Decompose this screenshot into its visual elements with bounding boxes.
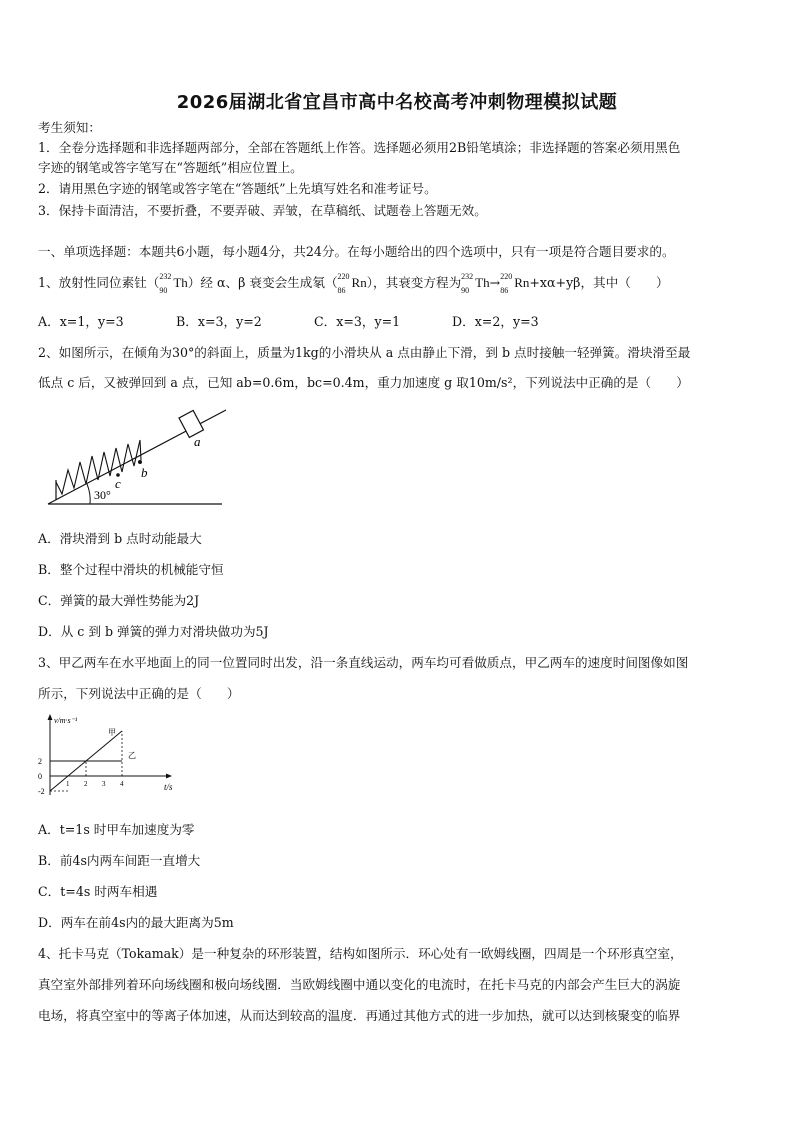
thorium-nuclide bbox=[159, 272, 188, 295]
question-4-stem: 真空室外部排列着环向场线圈和极向场线圈．当欧姆线圈中通以变化的电流时，在托卡马克的内部会产生巨大的涡旋 bbox=[38, 977, 681, 992]
rn-atomic-number: 86 bbox=[337, 286, 346, 295]
q1-text-tail: +xα+yβ，其中（ ） bbox=[529, 275, 669, 290]
point-a-label: a bbox=[194, 434, 201, 449]
rn-atomic-number: 86 bbox=[500, 286, 509, 295]
x-axis-arrow bbox=[166, 774, 172, 779]
spring bbox=[56, 440, 141, 494]
point-c-label: c bbox=[115, 476, 121, 491]
question-1-stem bbox=[38, 272, 669, 295]
rn-mass-number: 220 bbox=[500, 272, 513, 281]
thorium-nuclide-eq bbox=[461, 272, 490, 295]
q2-option-a: A．滑块滑到 b 点时动能最大 bbox=[38, 531, 202, 546]
option-d: D．x=2，y=3 bbox=[452, 314, 539, 329]
question-3-stem: 所示，下列说法中正确的是（ ） bbox=[38, 686, 240, 701]
y-tick-label: 0 bbox=[38, 772, 42, 781]
q3-option-c: C．t=4s 时两车相遇 bbox=[38, 884, 158, 899]
decay-arrow: → bbox=[489, 275, 501, 290]
rn-symbol: Rn bbox=[514, 275, 530, 290]
radon-nuclide bbox=[337, 272, 367, 295]
notice-item: 2．请用黑色字迹的钢笔或答字笔在“答题纸”上先填写姓名和准考证号。 bbox=[38, 181, 437, 196]
velocity-time-chart bbox=[34, 712, 174, 806]
option-b: B．x=3，y=2 bbox=[176, 314, 262, 329]
th-atomic-number: 90 bbox=[461, 286, 470, 295]
y-axis-label: v/m·s⁻¹ bbox=[54, 716, 78, 725]
incline-figure bbox=[44, 400, 234, 512]
question-4-stem: 电场，将真空室中的等离子体加速，从而达到较高的温度．再通过其他方式的进一步加热，就可以达到核聚变的临界 bbox=[38, 1008, 681, 1023]
q3-option-a: A．t=1s 时甲车加速度为零 bbox=[38, 822, 195, 837]
point-b-dot bbox=[138, 460, 142, 464]
x-tick-label: 2 bbox=[84, 780, 88, 788]
x-tick-label: 1 bbox=[66, 780, 70, 788]
y-tick-label: -2 bbox=[38, 787, 45, 796]
page-title: 2026届湖北省宜昌市高中名校高考冲刺物理模拟试题 bbox=[176, 92, 618, 113]
option-a: A．x=1，y=3 bbox=[38, 314, 124, 329]
th-atomic-number: 90 bbox=[159, 286, 168, 295]
point-b-label: b bbox=[141, 465, 148, 480]
question-4-stem: 4、托卡马克（Tokamak）是一种复杂的环形装置，结构如图所示．环心处有一欧姆线圈，四周是一个环形真空室， bbox=[38, 946, 683, 961]
question-3-stem: 3、甲乙两车在水平地面上的同一位置同时出发，沿一条直线运动，两车均可看做质点，甲乙两车的速度时间图像如图 bbox=[38, 655, 689, 670]
q1-text-pre: 1、放射性同位素钍（ bbox=[38, 275, 160, 290]
series-label: 乙 bbox=[128, 751, 136, 760]
y-axis-arrow bbox=[48, 714, 53, 720]
option-c: C．x=3，y=1 bbox=[314, 314, 401, 329]
x-tick-label: 4 bbox=[120, 780, 124, 788]
th-symbol: Th bbox=[173, 275, 188, 290]
notice-item: 3．保持卡面清洁，不要折叠，不要弄破、弄皱，在草稿纸、试题卷上答题无效。 bbox=[38, 203, 487, 218]
q1-text-mid2: ），其衰变方程为 bbox=[366, 275, 462, 290]
x-tick-label: 3 bbox=[102, 780, 106, 788]
q2-option-d: D．从 c 到 b 弹簧的弹力对滑块做功为5J bbox=[38, 624, 269, 639]
question-2-stem: 低点 c 后，又被弹回到 a 点，已知 ab=0.6m，bc=0.4m，重力加速度 g 取10m/s²，下列说法中正确的是（ ） bbox=[38, 375, 689, 390]
x-axis-label: t/s bbox=[164, 782, 173, 792]
y-tick-label: 2 bbox=[38, 757, 42, 766]
notice-heading: 考生须知： bbox=[38, 120, 101, 135]
q1-text-mid1: ）经 α、β 衰变会生成氡（ bbox=[187, 275, 338, 290]
rn-symbol: Rn bbox=[351, 275, 367, 290]
angle-arc bbox=[87, 484, 90, 504]
q3-option-b: B．前4s内两车间距一直增大 bbox=[38, 853, 201, 868]
q2-option-b: B．整个过程中滑块的机械能守恒 bbox=[38, 562, 224, 577]
th-symbol: Th bbox=[475, 275, 490, 290]
question-2-stem: 2、如图所示，在倾角为30°的斜面上，质量为1kg的小滑块从 a 点由静止下滑，到 b 点时接触一轻弹簧。滑块滑至最 bbox=[38, 345, 691, 360]
section-heading: 一、单项选择题：本题共6小题，每小题4分，共24分。在每小题给出的四个选项中，只有一项是符合题目要求的。 bbox=[38, 244, 675, 259]
rn-mass-number: 220 bbox=[337, 272, 350, 281]
series-label: 甲 bbox=[108, 728, 116, 737]
angle-label: 30° bbox=[94, 488, 111, 502]
radon-nuclide-eq bbox=[500, 272, 530, 295]
q3-option-d: D．两车在前4s内的最大距离为5m bbox=[38, 915, 234, 930]
q2-option-c: C．弹簧的最大弹性势能为2J bbox=[38, 593, 200, 608]
notice-item: 字迹的钢笔或答字笔写在“答题纸”相应位置上。 bbox=[38, 160, 303, 175]
th-mass-number: 232 bbox=[159, 272, 172, 281]
th-mass-number: 232 bbox=[461, 272, 474, 281]
notice-item: 1．全卷分选择题和非选择题两部分，全部在答题纸上作答。选择题必须用2B铅笔填涂；非选择题的答案必须用黑色 bbox=[38, 140, 681, 155]
